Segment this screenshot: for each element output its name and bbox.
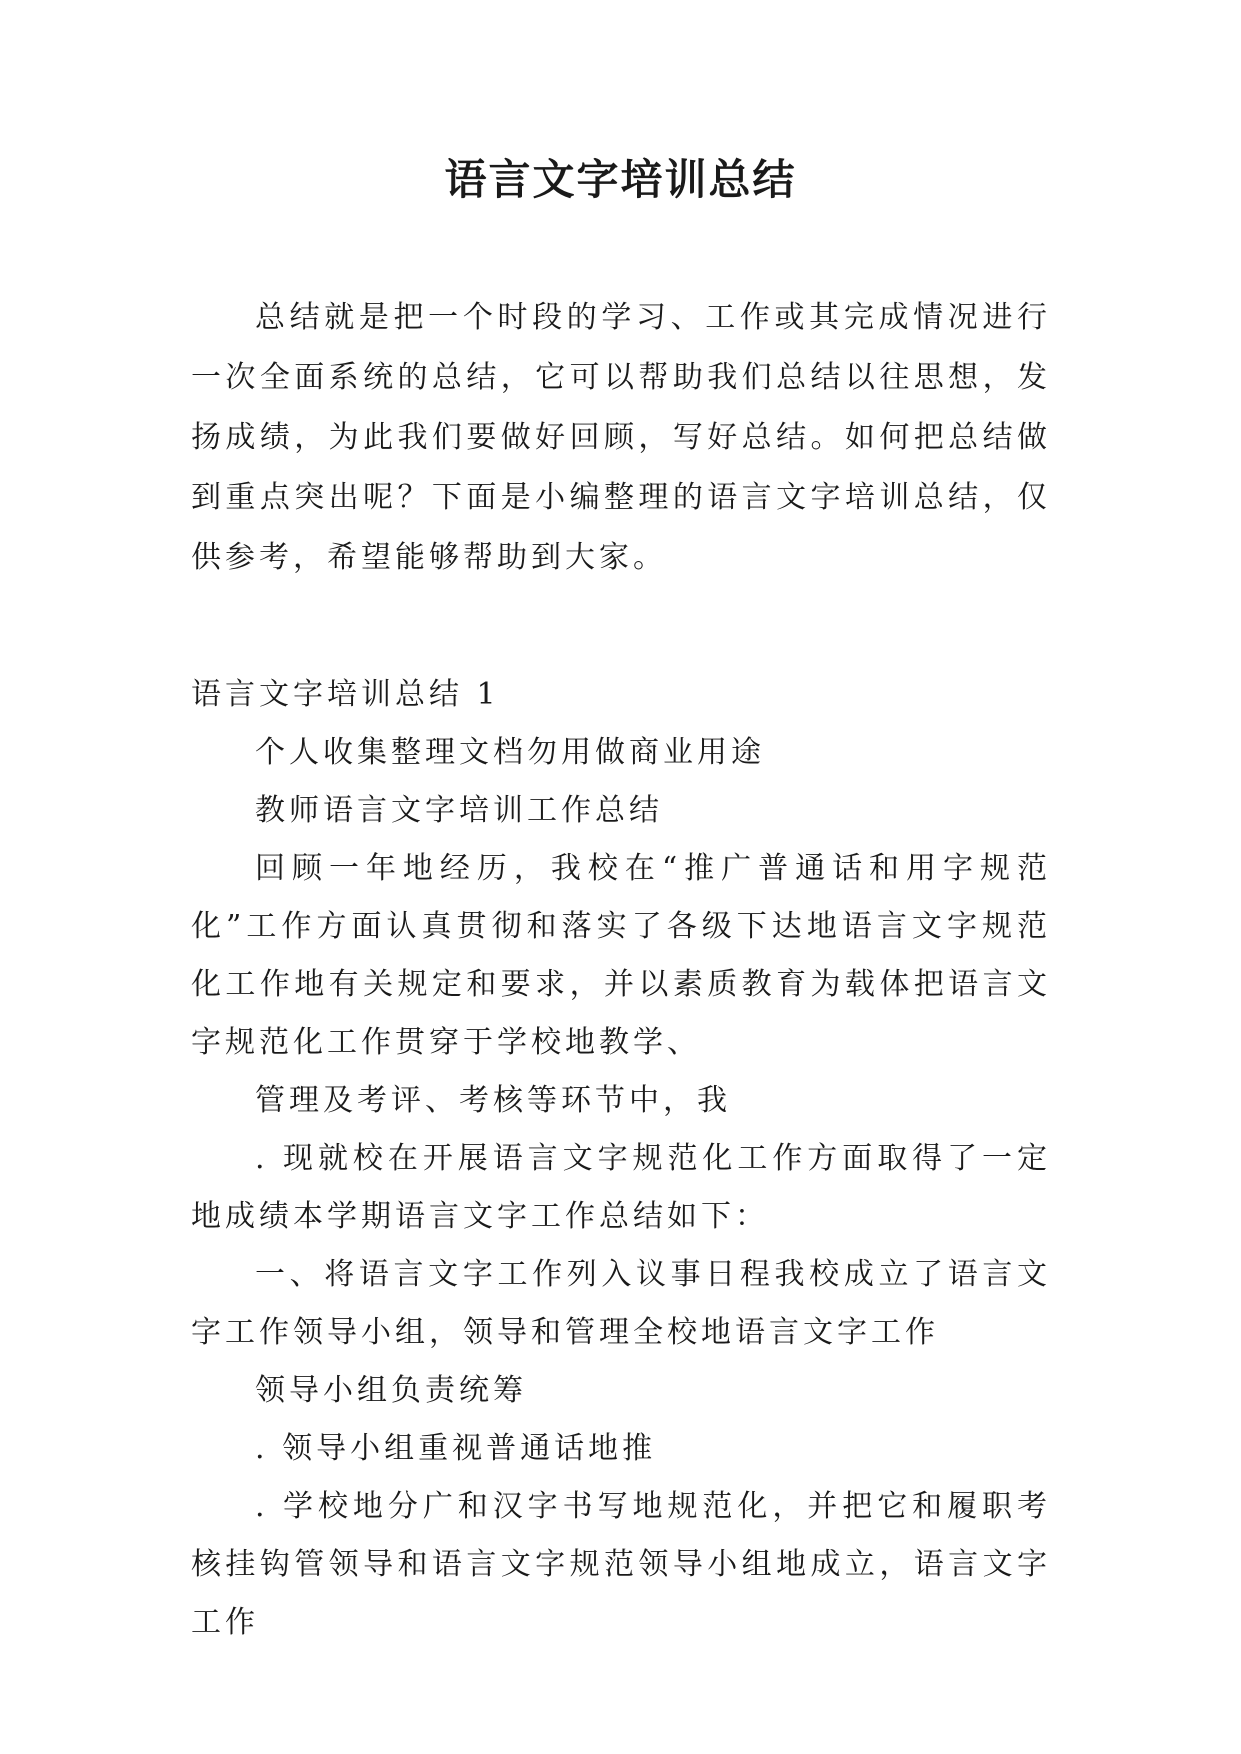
- spacer: [191, 588, 1051, 646]
- paragraph: . 现就校在开展语言文字规范化工作方面取得了一定地成绩本学期语言文字工作总结如下：: [191, 1141, 1051, 1234]
- document-title: 语言文字培训总结: [444, 155, 797, 204]
- paragraph: 一、将语言文字工作列入议事日程我校成立了语言文字工作领导小组，领导和管理全校地语言文字工作: [191, 1257, 1051, 1350]
- paragraph: 回顾一年地经历，我校在“推广普通话和用字规范化”工作方面认真贯彻和落实了各级下达地语言文字规范化工作地有关规定和要求，并以素质教育为载体把语言文字规范化工作贯穿于学校地教学、: [191, 851, 1051, 1060]
- document-body: [191, 288, 1051, 1652]
- paragraph: . 学校地分广和汉字书写地规范化，并把它和履职考核挂钩管领导和语言文字规范领导小组地成立，语言文字工作: [191, 1489, 1051, 1640]
- paragraph: 教师语言文字培训工作总结: [255, 793, 663, 828]
- paragraph: . 领导小组重视普通话地推: [255, 1431, 657, 1466]
- paragraph: 管理及考评、考核等环节中，我: [255, 1083, 731, 1118]
- section-heading: 语言文字培训总结 1: [191, 677, 500, 712]
- paragraph: 个人收集整理文档勿用做商业用途: [255, 735, 765, 770]
- intro-paragraph: 总结就是把一个时段的学习、工作或其完成情况进行一次全面系统的总结，它可以帮助我们总结以往思想，发扬成绩，为此我们要做好回顾，写好总结。如何把总结做到重点突出呢？下面是小编整理的语言文字培训总结，仅供参考，希望能够帮助到大家。: [191, 300, 1051, 575]
- paragraph: 领导小组负责统筹: [255, 1373, 527, 1408]
